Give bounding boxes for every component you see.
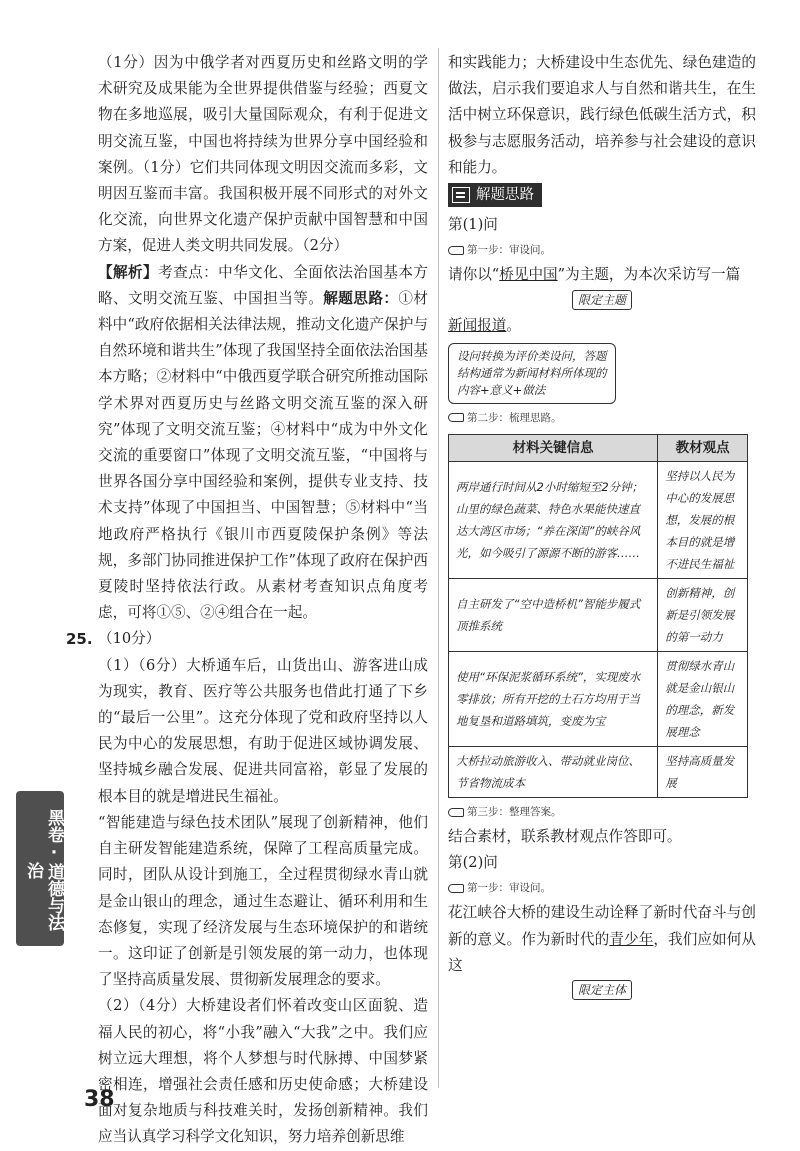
table-cell: 坚持以人民为中心的发展思想，发展的根本目的就是增不进民生福祉: [658, 462, 748, 579]
pointing-hand-icon: [448, 884, 464, 893]
topic-highlight: 桥见中国: [499, 266, 558, 284]
notepad-icon: [452, 187, 470, 203]
question-score: （10分）: [98, 630, 161, 648]
table-cell: 坚持高质量发展: [658, 747, 748, 798]
analysis-table: [448, 434, 748, 798]
table-cell: 大桥拉动旅游收入、带动就业岗位、节省物流成本: [449, 747, 658, 798]
limit-subject-tag: 限定主体: [572, 980, 632, 1000]
table-row: [449, 652, 748, 747]
question-number: 25.: [66, 630, 93, 649]
answer-continuation: 和实践能力；大桥建设中生态优先、绿色建造的做法，启示我们要追求人与自然和谐共生，在生活中树立环保意识，践行绿色低碳生活方式，积极参与志愿服务活动，培养参与社会建设的意识和能力。: [448, 54, 756, 176]
table-cell: 贯彻绿水青山就是金山银山的理念，新发展理念: [658, 652, 748, 747]
analysis-paragraph: [98, 260, 428, 627]
table-header: 教材观点: [658, 434, 748, 461]
table-cell: 两岸通行时间从2小时缩短至2分钟；山里的绿色蔬菜、特色水果能快速直达大湾区市场；“养在深闺”的峡谷风光，如今吸引了源源不断的游客……: [449, 462, 658, 579]
analysis-text: 考查点：中华文化、全面依法治国基本方略、文明交流互鉴、中国担当等。: [98, 263, 428, 307]
step-line: 第一步：审设问。: [448, 876, 756, 900]
table-row: [449, 462, 748, 579]
step-line: 第三步：整理答案。: [448, 800, 756, 824]
analysis-idea-text: ①材料中“政府依据相关法律法规，推动文化遗产保护与自然环境和谐共生”体现了我国坚持全面依法治国基本方略；②材料中“中俄西夏学联合研究所推动国际学术界对西夏历史与丝路文明交流互鉴的深入研究”体现了文明交流互鉴；④材料中“成为中外文化交流的重要窗口”体现了文明交流互鉴，“中国将与世界各国分享中国经验和案例，提供专业支持、技术支持”体现了中国担当、中国智慧；⑤材料中“当地政府严格执行《银川市西夏陵保护条例》等法规，多部门协同推进保护工作”体现了政府在保护西夏陵时坚持依法行政。从素材考查知识点角度考虑，可将①⑤、②④组合在一起。: [98, 289, 428, 622]
q2-label: 第(2)问: [448, 854, 498, 872]
q1-prompt-cont: 新闻报道。: [448, 316, 521, 334]
side-tab-label: 黑卷·道德与法治: [23, 809, 64, 931]
question-25: [66, 626, 428, 1150]
genre-highlight: 新闻报道: [448, 316, 507, 334]
subject-highlight: 青少年: [609, 930, 654, 948]
limit-topic-tag: 限定主题: [572, 290, 632, 310]
step-line: 第一步：审设问。: [448, 238, 756, 262]
step3-text: 结合素材，联系教材观点作答即可。: [448, 828, 682, 846]
section-title: [448, 183, 542, 207]
table-header-row: [449, 434, 748, 461]
table-cell: 使用“环保泥浆循环系统”，实现废水零排放；所有开挖的土石方均用于当地复垦和道路填筑，变废为宝: [449, 652, 658, 747]
right-column: [448, 50, 756, 1003]
column-divider: [438, 48, 439, 1088]
pointing-hand-icon: [448, 808, 464, 817]
analysis-label: 【解析】: [98, 263, 159, 281]
q1-prompt: 请你以“桥见中国”为主题，为本次采访写一篇: [448, 266, 741, 284]
step-line: 第二步：梳理思路。: [448, 406, 756, 430]
table-row: [449, 579, 748, 652]
table-cell: 创新精神，创新是引领发展的第一动力: [658, 579, 748, 652]
q25-part2-answer: （2）（4分）大桥建设者们怀着改变山区面貌、造福人民的初心，将“小我”融入“大我”之中。我们应树立远大理想，将个人梦想与时代脉搏、中国梦紧密相连，增强社会责任感和历史使命感；大桥建设面对复杂地质与科技难关时，发扬创新精神。我们应当认真学习科学文化知识，努力培养创新思维: [98, 997, 428, 1146]
side-tab: [16, 791, 64, 946]
tag-line: [448, 289, 756, 311]
table-cell: 自主研发了“空中造桥机”智能步履式顶推系统: [449, 579, 658, 652]
handwritten-note: 设问转换为评价类设问，答题结构通常为新闻材料所体现的内容+意义+做法: [448, 343, 616, 404]
q1-label: 第(1)问: [448, 216, 498, 234]
tag-line: [448, 979, 756, 1001]
pointing-hand-icon: [448, 413, 464, 422]
q25-part1-answer-cont: “智能建造与绿色技术团队”展现了创新精神，他们自主研发智能建造系统，保障了工程高质量完成。同时，团队从设计到施工，全过程贯彻绿水青山就是金山银山的理念，通过生态避让、循环利用和生态修复，实现了经济发展与生态环境保护的和谐统一。这印证了创新是引领发展的第一动力，也体现了坚持高质量发展、贯彻新发展理念的要求。: [98, 813, 428, 989]
q2-prompt: 花江峡谷大桥的建设生动诠释了新时代奋斗与创新的意义。作为新时代的青少年，我们应如何从这: [448, 904, 756, 974]
analysis-idea-label: 解题思路：: [323, 289, 399, 307]
table-row: [449, 747, 748, 798]
section-title-text: 解题思路: [476, 186, 534, 203]
pointing-hand-icon: [448, 246, 464, 255]
table-header: 材料关键信息: [449, 434, 658, 461]
left-column: [66, 50, 428, 1151]
answer-paragraph: （1分）因为中俄学者对西夏历史和丝路文明的学术研究及成果能为全世界提供借鉴与经验；西夏文物在多地巡展，吸引大量国际观众，有利于促进文明交流互鉴，中国也将持续为世界分享中国经验和案例。（1分）它们共同体现文明因交流而多彩，文明因互鉴而丰富。我国积极开展不同形式的对外文化交流，向世界文化遗产保护贡献中国智慧和中国方案，促进人类文明共同发展。（2分）: [98, 54, 428, 255]
q25-part1-answer: （1）（6分）大桥通车后，山货出山、游客进山成为现实，教育、医疗等公共服务也借此打通了下乡的“最后一公里”。这充分体现了党和政府坚持以人民为中心的发展思想，有助于促进区域协调发展、坚持城乡融合发展、促进共同富裕，彰显了发展的根本目的就是增进民生福祉。: [98, 656, 428, 805]
page-number: 38: [84, 1087, 115, 1112]
